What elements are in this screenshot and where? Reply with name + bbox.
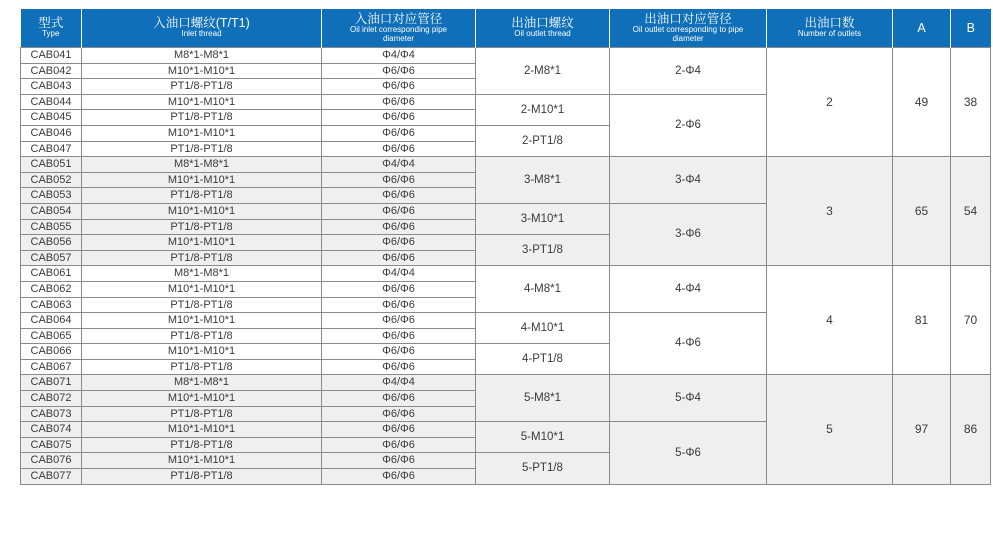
inlet-thread-cell: PT1/8-PT1/8 (82, 469, 322, 485)
inlet-thread-cell: PT1/8-PT1/8 (82, 250, 322, 266)
type-cell: CAB062 (21, 281, 82, 297)
type-cell: CAB061 (21, 266, 82, 282)
type-cell: CAB045 (21, 110, 82, 126)
outlet-diameter-cell: 4-Φ4 (610, 266, 767, 313)
inlet-thread-cell: M10*1-M10*1 (82, 453, 322, 469)
inlet-diameter-cell: Φ6/Φ6 (322, 235, 476, 251)
outlet-count-cell: 3 (767, 157, 893, 266)
outlet-diameter-cell: 2-Φ4 (610, 48, 767, 95)
inlet-thread-cell: PT1/8-PT1/8 (82, 437, 322, 453)
table-row (21, 48, 991, 64)
header-dim-a (893, 9, 951, 48)
inlet-thread-cell: PT1/8-PT1/8 (82, 359, 322, 375)
inlet-diameter-cell: Φ6/Φ6 (322, 281, 476, 297)
header-type-cn: 型式 (38, 16, 64, 31)
type-cell: CAB047 (21, 141, 82, 157)
header-type-en: Type (42, 29, 60, 39)
type-cell: CAB056 (21, 235, 82, 251)
inlet-diameter-cell: Φ6/Φ6 (322, 63, 476, 79)
inlet-thread-cell: M8*1-M8*1 (82, 266, 322, 282)
header-type (21, 9, 82, 48)
type-cell: CAB066 (21, 344, 82, 360)
inlet-diameter-cell: Φ6/Φ6 (322, 313, 476, 329)
type-cell: CAB063 (21, 297, 82, 313)
inlet-diameter-cell: Φ6/Φ6 (322, 406, 476, 422)
outlet-count-cell: 4 (767, 266, 893, 375)
type-cell: CAB044 (21, 94, 82, 110)
dim-a-cell: 81 (893, 266, 951, 375)
table-row (21, 375, 991, 391)
inlet-diameter-cell: Φ6/Φ6 (322, 344, 476, 360)
header-outlet-count-en: Number of outlets (797, 29, 862, 39)
inlet-thread-cell: M10*1-M10*1 (82, 235, 322, 251)
outlet-thread-cell: 4-M10*1 (476, 313, 610, 344)
type-cell: CAB075 (21, 437, 82, 453)
inlet-thread-cell: M10*1-M10*1 (82, 172, 322, 188)
outlet-thread-cell: 3-PT1/8 (476, 235, 610, 266)
outlet-thread-cell: 2-M8*1 (476, 48, 610, 95)
inlet-diameter-cell: Φ4/Φ4 (322, 266, 476, 282)
inlet-diameter-cell: Φ6/Φ6 (322, 391, 476, 407)
inlet-thread-cell: PT1/8-PT1/8 (82, 188, 322, 204)
inlet-diameter-cell: Φ6/Φ6 (322, 219, 476, 235)
type-cell: CAB054 (21, 203, 82, 219)
inlet-diameter-cell: Φ6/Φ6 (322, 469, 476, 485)
dim-b-cell: 86 (951, 375, 991, 484)
type-cell: CAB065 (21, 328, 82, 344)
type-cell: CAB041 (21, 48, 82, 64)
header-outlet-count (767, 9, 893, 48)
type-cell: CAB074 (21, 422, 82, 438)
type-cell: CAB073 (21, 406, 82, 422)
header-inlet-thread (82, 9, 322, 48)
outlet-diameter-cell: 2-Φ6 (610, 94, 767, 156)
header-outlet-count-cn: 出油口数 (804, 16, 855, 31)
inlet-thread-cell: PT1/8-PT1/8 (82, 79, 322, 95)
inlet-thread-cell: M8*1-M8*1 (82, 48, 322, 64)
inlet-thread-cell: PT1/8-PT1/8 (82, 141, 322, 157)
inlet-diameter-cell: Φ6/Φ6 (322, 359, 476, 375)
outlet-thread-cell: 5-M8*1 (476, 375, 610, 422)
inlet-thread-cell: PT1/8-PT1/8 (82, 110, 322, 126)
outlet-count-cell: 5 (767, 375, 893, 484)
inlet-thread-cell: PT1/8-PT1/8 (82, 406, 322, 422)
type-cell: CAB053 (21, 188, 82, 204)
header-inlet-thread-cn: 入油口螺纹(T/T1) (153, 16, 250, 31)
type-cell: CAB055 (21, 219, 82, 235)
outlet-thread-cell: 2-PT1/8 (476, 125, 610, 156)
header-outlet-diameter-cn: 出油口对应管径 (644, 12, 732, 27)
inlet-thread-cell: M10*1-M10*1 (82, 63, 322, 79)
inlet-thread-cell: M10*1-M10*1 (82, 94, 322, 110)
outlet-thread-cell: 5-PT1/8 (476, 453, 610, 484)
header-outlet-thread (476, 9, 610, 48)
inlet-diameter-cell: Φ6/Φ6 (322, 110, 476, 126)
outlet-thread-cell: 2-M10*1 (476, 94, 610, 125)
inlet-diameter-cell: Φ6/Φ6 (322, 172, 476, 188)
outlet-diameter-cell: 4-Φ6 (610, 313, 767, 375)
type-cell: CAB042 (21, 63, 82, 79)
inlet-thread-cell: M10*1-M10*1 (82, 391, 322, 407)
dim-a-cell: 49 (893, 48, 951, 157)
type-cell: CAB051 (21, 157, 82, 173)
outlet-diameter-cell: 3-Φ4 (610, 157, 767, 204)
inlet-thread-cell: M10*1-M10*1 (82, 125, 322, 141)
outlet-thread-cell: 3-M8*1 (476, 157, 610, 204)
inlet-thread-cell: M10*1-M10*1 (82, 203, 322, 219)
spec-table-body (21, 48, 991, 485)
table-row (21, 266, 991, 282)
type-cell: CAB077 (21, 469, 82, 485)
inlet-thread-cell: M10*1-M10*1 (82, 422, 322, 438)
header-inlet-diameter (322, 9, 476, 48)
type-cell: CAB057 (21, 250, 82, 266)
header-outlet-thread-cn: 出油口螺纹 (511, 16, 574, 31)
header-dim-b-label: B (966, 20, 975, 35)
inlet-diameter-cell: Φ6/Φ6 (322, 453, 476, 469)
inlet-diameter-cell: Φ6/Φ6 (322, 125, 476, 141)
type-cell: CAB046 (21, 125, 82, 141)
dim-b-cell: 70 (951, 266, 991, 375)
type-cell: CAB072 (21, 391, 82, 407)
header-dim-b (951, 9, 991, 48)
type-cell: CAB043 (21, 79, 82, 95)
inlet-thread-cell: PT1/8-PT1/8 (82, 297, 322, 313)
header-outlet-thread-en: Oil outlet thread (514, 29, 571, 39)
inlet-diameter-cell: Φ4/Φ4 (322, 157, 476, 173)
outlet-diameter-cell: 5-Φ6 (610, 422, 767, 484)
header-inlet-thread-en: Inlet thread (181, 29, 222, 39)
inlet-thread-cell: PT1/8-PT1/8 (82, 219, 322, 235)
type-cell: CAB076 (21, 453, 82, 469)
header-inlet-diameter-en: Oil inlet corresponding pipe diameter (350, 25, 447, 43)
outlet-diameter-cell: 3-Φ6 (610, 203, 767, 265)
spec-table (20, 9, 991, 485)
type-cell: CAB067 (21, 359, 82, 375)
type-cell: CAB071 (21, 375, 82, 391)
dim-b-cell: 54 (951, 157, 991, 266)
inlet-diameter-cell: Φ6/Φ6 (322, 422, 476, 438)
outlet-count-cell: 2 (767, 48, 893, 157)
inlet-diameter-cell: Φ4/Φ4 (322, 48, 476, 64)
table-row (21, 157, 991, 173)
outlet-thread-cell: 4-PT1/8 (476, 344, 610, 375)
type-cell: CAB052 (21, 172, 82, 188)
inlet-diameter-cell: Φ6/Φ6 (322, 94, 476, 110)
inlet-diameter-cell: Φ6/Φ6 (322, 79, 476, 95)
inlet-diameter-cell: Φ6/Φ6 (322, 297, 476, 313)
inlet-diameter-cell: Φ6/Φ6 (322, 141, 476, 157)
inlet-thread-cell: M8*1-M8*1 (82, 157, 322, 173)
inlet-thread-cell: M10*1-M10*1 (82, 281, 322, 297)
dim-a-cell: 65 (893, 157, 951, 266)
inlet-diameter-cell: Φ6/Φ6 (322, 328, 476, 344)
inlet-thread-cell: M8*1-M8*1 (82, 375, 322, 391)
inlet-thread-cell: M10*1-M10*1 (82, 344, 322, 360)
inlet-thread-cell: PT1/8-PT1/8 (82, 328, 322, 344)
type-cell: CAB064 (21, 313, 82, 329)
header-outlet-diameter (610, 9, 767, 48)
header-outlet-diameter-en: Oil outlet corresponding to pipe diameter (632, 25, 744, 43)
outlet-thread-cell: 3-M10*1 (476, 203, 610, 234)
outlet-diameter-cell: 5-Φ4 (610, 375, 767, 422)
inlet-thread-cell: M10*1-M10*1 (82, 313, 322, 329)
inlet-diameter-cell: Φ4/Φ4 (322, 375, 476, 391)
inlet-diameter-cell: Φ6/Φ6 (322, 203, 476, 219)
header-dim-a-label: A (917, 20, 926, 35)
inlet-diameter-cell: Φ6/Φ6 (322, 250, 476, 266)
inlet-diameter-cell: Φ6/Φ6 (322, 188, 476, 204)
inlet-diameter-cell: Φ6/Φ6 (322, 437, 476, 453)
dim-b-cell: 38 (951, 48, 991, 157)
outlet-thread-cell: 5-M10*1 (476, 422, 610, 453)
dim-a-cell: 97 (893, 375, 951, 484)
header-row (21, 9, 991, 48)
header-inlet-diameter-cn: 入油口对应管径 (354, 12, 443, 27)
outlet-thread-cell: 4-M8*1 (476, 266, 610, 313)
